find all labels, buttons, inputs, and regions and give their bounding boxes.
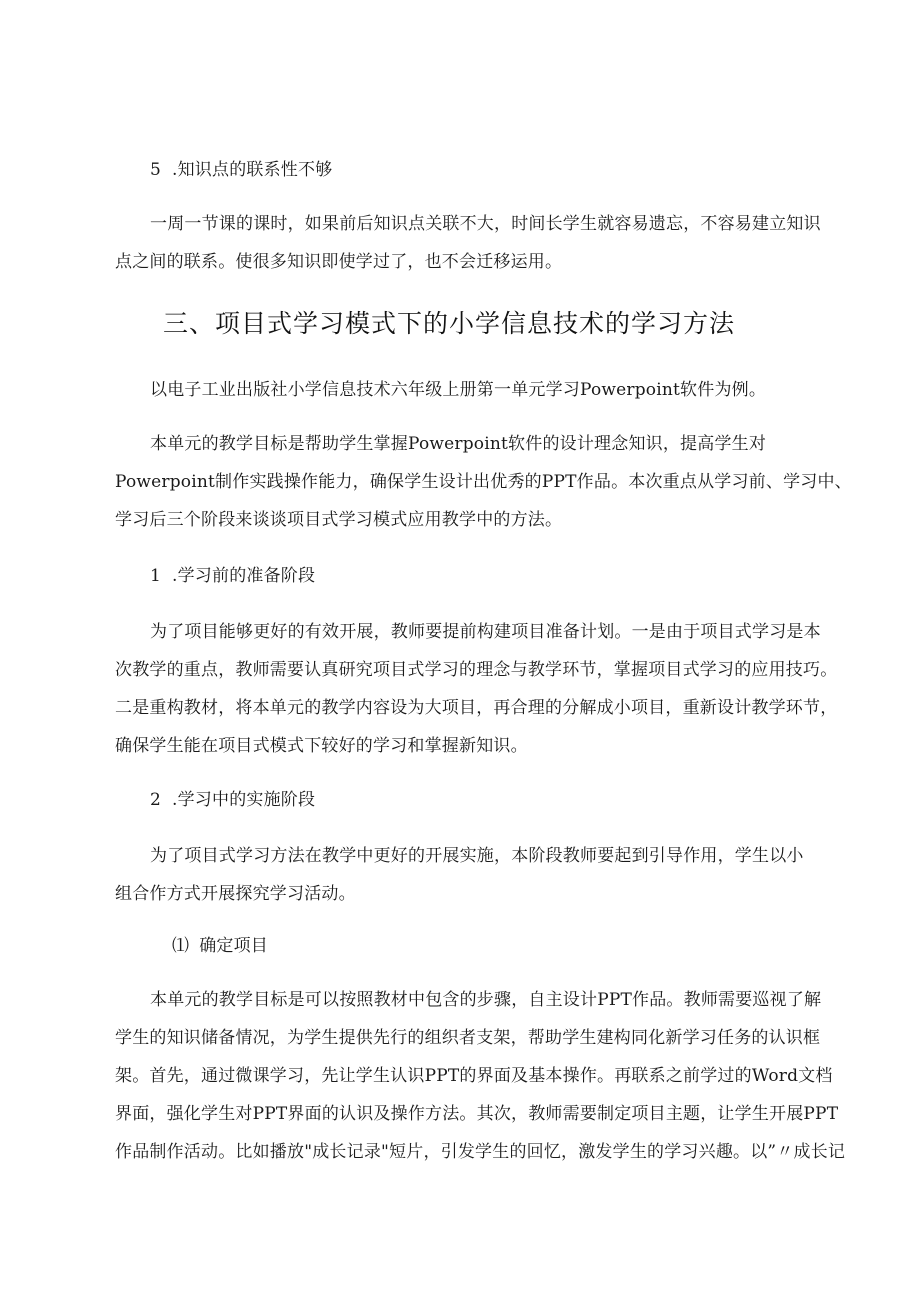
paragraph-line: 学生的知识储备情况，为学生提供先行的组织者支架，帮助学生建构同化新学习任务的认识框 xyxy=(115,1028,821,1048)
paragraph-line: 点之间的联系。使很多知识即使学过了，也不会迁移运用。 xyxy=(115,252,563,272)
section-1-title: .学习前的准备阶段 xyxy=(172,566,316,586)
section-2-title: .学习中的实施阶段 xyxy=(172,790,316,810)
chapter-heading: 三、项目式学习模式下的小学信息技术的学习方法 xyxy=(163,309,736,338)
paragraph-line: 确保学生能在项目式模式下较好的学习和掌握新知识。 xyxy=(115,736,528,756)
paragraph-line: 次教学的重点，教师需要认真研究项目式学习的理念与教学环节，掌握项目式学习的应用技巧。 xyxy=(115,660,838,680)
paragraph-line: 为了项目能够更好的有效开展，教师要提前构建项目准备计划。一是由于项目式学习是本 xyxy=(150,622,821,642)
paragraph-line: 二是重构教材，将本单元的教学内容设为大项目，再合理的分解成小项目，重新设计教学环节， xyxy=(115,698,838,718)
paragraph-line: 学习后三个阶段来谈谈项目式学习模式应用教学中的方法。 xyxy=(115,510,563,530)
section-1-heading xyxy=(150,564,315,588)
subsection-title: 确定项目 xyxy=(199,936,269,956)
section-1-number: 1 xyxy=(150,566,162,586)
paragraph-line: Powerpoint制作实践操作能力，确保学生设计出优秀的PPT作品。本次重点从学习前、学习中、 xyxy=(115,472,852,492)
paragraph-line: 本单元的教学目标是帮助学生掌握Powerpoint软件的设计理念知识，提高学生对 xyxy=(150,434,767,454)
intro-line: 以电子工业出版社小学信息技术六年级上册第一单元学习Powerpoint软件为例。 xyxy=(150,380,767,400)
paragraph-line: 一周一节课的课时，如果前后知识点关联不大，时间长学生就容易遗忘，不容易建立知识 xyxy=(150,214,821,234)
paragraph-line: 架。首先，通过微课学习，先让学生认识PPT的界面及基本操作。再联系之前学过的Word文档 xyxy=(115,1066,833,1086)
paragraph-line: 为了项目式学习方法在教学中更好的开展实施，本阶段教师要起到引导作用，学生以小 xyxy=(150,846,804,866)
section-5-number: 5 xyxy=(150,160,162,180)
paragraph-line: 作品制作活动。比如播放"成长记录"短片，引发学生的回忆，激发学生的学习兴趣。以”〃成长记 xyxy=(115,1142,846,1162)
section-2-heading xyxy=(150,788,315,812)
paragraph-line: 界面，强化学生对PPT界面的认识及操作方法。其次，教师需要制定项目主题，让学生开展PPT xyxy=(115,1104,839,1124)
paragraph-line: 组合作方式开展探究学习活动。 xyxy=(115,884,356,904)
section-5-title: .知识点的联系性不够 xyxy=(172,160,333,180)
subsection-marker: ⑴ xyxy=(172,936,190,956)
subsection-heading xyxy=(172,934,268,958)
paragraph-line: 本单元的教学目标是可以按照教材中包含的步骤，自主设计PPT作品。教师需要巡视了解 xyxy=(150,990,822,1010)
section-2-number: 2 xyxy=(150,790,162,810)
section-5-heading xyxy=(150,158,332,182)
